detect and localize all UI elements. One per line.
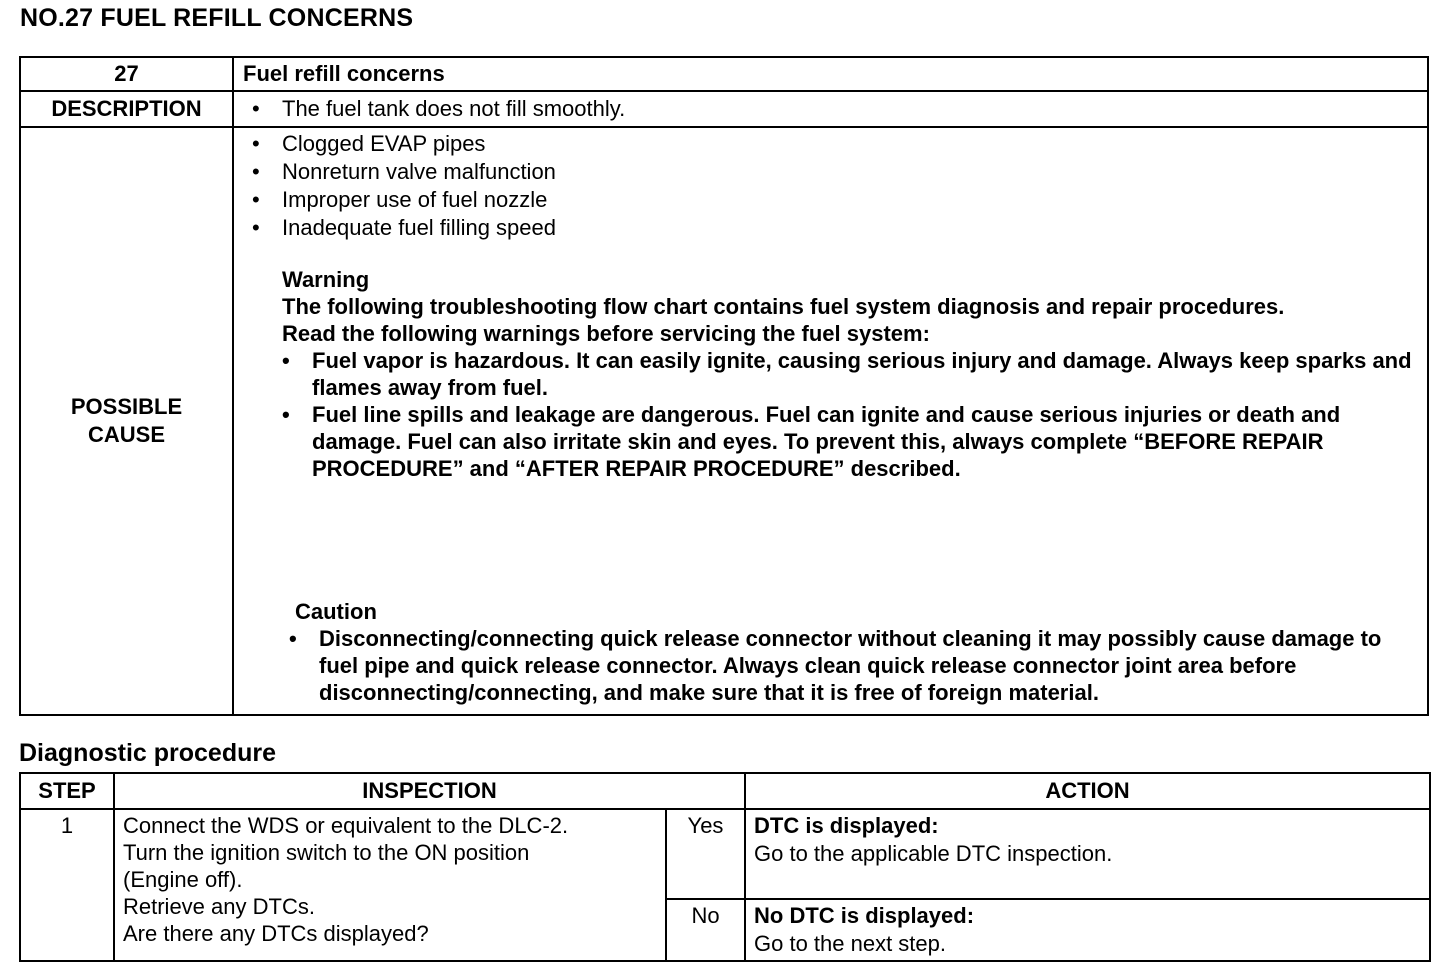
description-text: • The fuel tank does not fill smoothly. [248,92,1427,126]
warning-item: • Fuel line spills and leakage are dangerous. Fuel can ignite and cause serious injuries or death and damage. Fuel can also irritate skin and eyes. To prevent this, always complete “BEFORE REPAIR PROCEDURE” and “AFTER REPAIR PROCEDURE” described. [282,401,1417,482]
no-label: No [666,899,745,961]
inspection-text [114,809,666,961]
concern-table [19,56,1429,716]
inspection-line: (Engine off). [123,867,243,892]
caution-block [289,598,1417,706]
header-step: STEP [20,773,114,809]
page-title: NO.27 FUEL REFILL CONCERNS [20,4,414,32]
table-row [20,809,1430,899]
possible-cause-label-line1: POSSIBLE [70,394,183,419]
description-label: DESCRIPTION [20,91,233,127]
header-action: ACTION [745,773,1430,809]
no-action-head: No DTC is displayed: [754,903,975,928]
diagnostic-heading: Diagnostic procedure [19,739,276,767]
possible-cause-row [20,127,1428,715]
warning-block [282,266,1417,482]
caution-item: • Disconnecting/connecting quick release connector without cleaning it may possibly cause damage to fuel pipe and quick release connector. Always clean quick release connector joint area before disconnecting/connecting, and make sure that it is free of foreign material. [289,625,1417,706]
inspection-line: Are there any DTCs displayed? [123,921,429,946]
possible-cause-label [20,127,233,715]
cause-item: • Inadequate fuel filling speed [248,214,1417,242]
step-number: 1 [20,809,114,961]
cause-item: • Improper use of fuel nozzle [248,186,1417,214]
caution-list [289,625,1417,706]
yes-action-text: Go to the applicable DTC inspection. [754,841,1113,866]
description-row [20,91,1428,127]
possible-cause-content [233,127,1428,715]
warning-item: • Fuel vapor is hazardous. It can easily ignite, causing serious injury and damage. Always keep sparks and flames away from fuel. [282,347,1417,401]
diagnostic-header-row [20,773,1430,809]
inspection-line: Turn the ignition switch to the ON position [123,840,530,865]
caution-title: Caution [295,599,377,624]
yes-action [745,809,1430,899]
concern-title-row [20,57,1428,91]
header-inspection: INSPECTION [114,773,745,809]
diagnostic-table [19,772,1431,962]
warning-line: The following troubleshooting flow chart contains fuel system diagnosis and repair procedures. [282,294,1285,319]
warning-list [282,347,1417,482]
cause-list [248,130,1417,242]
inspection-line: Retrieve any DTCs. [123,894,315,919]
yes-label: Yes [666,809,745,899]
no-action-text: Go to the next step. [754,931,947,956]
description-cell [233,91,1428,127]
inspection-line: Connect the WDS or equivalent to the DLC-2. [123,813,569,838]
possible-cause-label-line2: CAUSE [87,422,165,447]
warning-line: Read the following warnings before servicing the fuel system: [282,321,930,346]
concern-number: 27 [20,57,233,91]
yes-action-head: DTC is displayed: [754,813,939,838]
no-action [745,899,1430,961]
cause-item: • Nonreturn valve malfunction [248,158,1417,186]
cause-item: • Clogged EVAP pipes [248,130,1417,158]
warning-title: Warning [282,267,370,292]
concern-title: Fuel refill concerns [233,57,1428,91]
